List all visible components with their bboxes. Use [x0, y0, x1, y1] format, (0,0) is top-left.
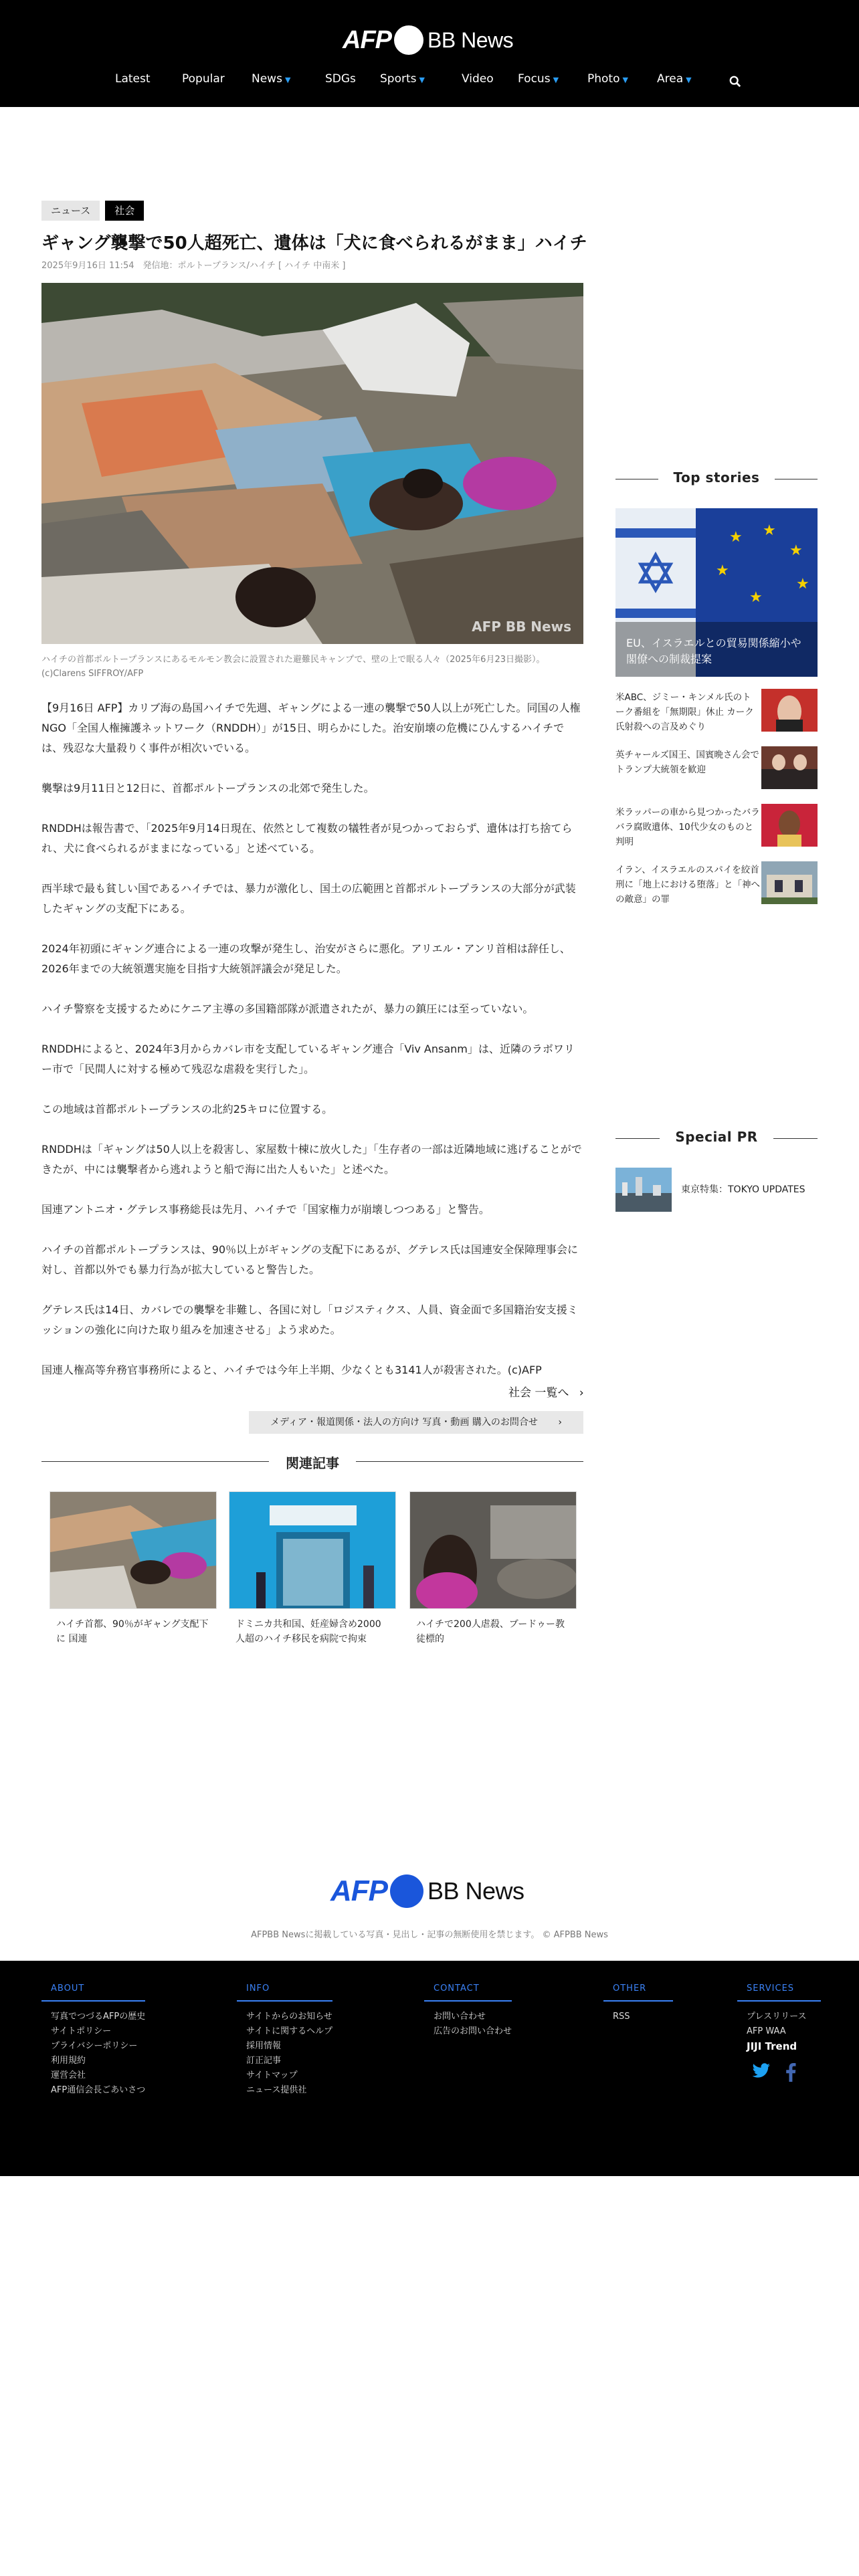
- special-pr-heading-text: Special PR: [675, 1129, 758, 1145]
- related-thumbnail: [229, 1491, 396, 1609]
- footer-link[interactable]: 訂正記事: [246, 2056, 282, 2066]
- footer-column-heading: INFO: [237, 1983, 332, 2002]
- special-pr-title: 東京特集：TOKYO UPDATES: [681, 1184, 805, 1195]
- nav-label: Area: [657, 72, 684, 86]
- top-story-feature[interactable]: [615, 508, 818, 677]
- logo-bb-text: BB News: [427, 27, 514, 52]
- media-contact-label: メディア・報道関係・法人の方向け 写真・動画 購入のお問合せ: [270, 1417, 538, 1428]
- article-paragraph: ハイチの首都ポルトープランスは、90％以上がギャングの支配下にあるが、グテレス氏は国連安全保障理事会に対し、首都以外でも暴力行為が拡大していると警告した。: [41, 1243, 578, 1276]
- main-nav: [0, 72, 859, 92]
- footer-link[interactable]: 運営会社: [51, 2070, 86, 2080]
- photo-caption: ハイチの首都ポルトープランスにあるモルモン教会に設置された避難民キャンプで、壁の上で眠る人々（2025年6月23日撮影）。(c)Clarens SIFFROY/AFP: [41, 655, 545, 679]
- footer-column-other: [603, 1983, 673, 2024]
- related-title: ハイチで200人虐殺、ブードゥー教徒標的: [416, 1619, 565, 1644]
- heading-rule: [773, 1138, 818, 1139]
- top-stories-heading: [615, 469, 818, 490]
- svg-text:★: ★: [796, 576, 809, 593]
- related-thumbnail: [50, 1491, 217, 1609]
- top-stories-heading-text: Top stories: [673, 469, 760, 486]
- svg-text:★: ★: [763, 522, 776, 539]
- footer-link[interactable]: AFP WAA: [747, 2026, 786, 2036]
- footer-column-info: [237, 1983, 332, 2098]
- chevron-down-icon: ▼: [553, 76, 559, 84]
- chevron-right-icon: ›: [558, 1417, 562, 1428]
- tag-society[interactable]: 社会: [105, 201, 144, 221]
- nav-item-area[interactable]: [657, 72, 692, 86]
- related-heading-text: 関連記事: [286, 1455, 339, 1471]
- footer-link[interactable]: サイトマップ: [246, 2070, 298, 2080]
- article-tags: [41, 201, 144, 221]
- nav-label: News: [252, 72, 282, 86]
- footer-link[interactable]: サイトからのお知らせ: [246, 2012, 332, 2022]
- nav-label: Photo: [587, 72, 620, 86]
- footer-column-heading: OTHER: [603, 1983, 673, 2002]
- photo-watermark: AFP BB News: [472, 619, 571, 635]
- footer-column-contact: [424, 1983, 512, 2039]
- tag-news[interactable]: ニュース: [41, 201, 100, 221]
- footer-link[interactable]: ニュース提供社: [246, 2085, 307, 2095]
- related-thumbnail: [409, 1491, 577, 1609]
- side-story-thumbnail: [761, 804, 818, 847]
- site-header: [0, 0, 859, 107]
- article-paragraph: 西半球で最も貧しい国であるハイチでは、暴力が激化し、国土の広範囲と首都ポルトープランスの大部分が武装したギャングの支配下にある。: [41, 882, 576, 915]
- footer-link[interactable]: サイトポリシー: [51, 2026, 112, 2036]
- svg-text:★: ★: [729, 529, 743, 546]
- footer-link[interactable]: サイトに関するヘルプ: [246, 2026, 333, 2036]
- special-pr-item[interactable]: [615, 1168, 818, 1212]
- chevron-down-icon: ▼: [622, 76, 628, 84]
- article-paragraph: ハイチ警察を支援するためにケニア主導の多国籍部隊が派遣されたが、暴力の鎮圧には至っていない。: [41, 1002, 534, 1015]
- related-card[interactable]: [409, 1491, 577, 1646]
- footer-column-heading: ABOUT: [41, 1983, 145, 2002]
- footer-link[interactable]: 写真でつづるAFPの歴史: [51, 2012, 146, 2022]
- side-story-title: 米ラッパーの車から見つかったバラバラ腐敗遺体、10代少女のものと判明: [615, 807, 760, 847]
- nav-item-sports[interactable]: [380, 72, 425, 86]
- footer-link[interactable]: お問い合わせ: [434, 2012, 486, 2022]
- footer-link[interactable]: 広告のお問い合わせ: [434, 2026, 512, 2036]
- article-body: [41, 698, 583, 1400]
- related-card[interactable]: [229, 1491, 396, 1646]
- nav-label: Focus: [518, 72, 551, 86]
- nav-item-photo[interactable]: [587, 72, 628, 86]
- article-paragraph: 国連アントニオ・グテレス事務総長は先月、ハイチで「国家権力が崩壊しつつある」と警告。: [41, 1203, 490, 1216]
- nav-item-focus[interactable]: [518, 72, 559, 86]
- footer-link[interactable]: RSS: [613, 2012, 630, 2022]
- search-icon[interactable]: [729, 76, 741, 88]
- chevron-right-icon: ›: [579, 1386, 584, 1400]
- side-story-item[interactable]: [615, 804, 818, 847]
- heading-rule: [356, 1461, 583, 1462]
- logo-afp-text: AFP: [343, 25, 391, 54]
- article-paragraph: グテレス氏は14日、カバレでの襲撃を非難し、各国に対し「ロジスティクス、人員、資金面で多国籍治安支援ミッションの強化に向けた取り組みを加速させる」よう求めた。: [41, 1303, 578, 1336]
- nav-item-sdgs[interactable]: [325, 72, 356, 86]
- chevron-down-icon: ▼: [686, 76, 692, 84]
- article-paragraph: 【9月16日 AFP】カリブ海の島国ハイチで先週、ギャングによる一連の襲撃で50人以上が死亡した。同国の人権NGO「全国人権擁護ネットワーク（RNDDH）」が15日、明らかにした。治安崩壊の危機にひんするハイチでは、残忍な大量殺りく事件が相次いでいる。: [41, 702, 581, 754]
- footer-column-about: [41, 1983, 145, 2098]
- footer-logo[interactable]: [330, 1872, 524, 1910]
- side-story-item[interactable]: [615, 689, 818, 732]
- footer-column-services: [737, 1983, 821, 2082]
- social-links: [737, 2063, 821, 2082]
- nav-item-latest[interactable]: [115, 72, 151, 86]
- nav-label: SDGs: [325, 72, 356, 86]
- article-paragraph: RNDDHは報告書で、「2025年9月14日現在、依然として複数の犠牲者が見つかっておらず、遺体は打ち捨てられ、犬に食べられるがままになっている」と述べている。: [41, 822, 573, 855]
- footer-logo-afp: AFP: [330, 1874, 387, 1907]
- nav-item-news[interactable]: [252, 72, 290, 86]
- article-photo[interactable]: [41, 283, 583, 644]
- footer-links-area: [0, 1961, 859, 2176]
- nav-label: Video: [462, 72, 494, 86]
- article-title: ギャング襲撃で50人超死亡、遺体は「犬に食べられるがまま」ハイチ: [41, 233, 587, 253]
- article-paragraph: RNDDHによると、2024年3月からカバレ市を支配しているギャング連合「Viv Ansanm」は、近隣のラボワリー市で「民間人に対する極めて残忍な虐殺を実行した」。: [41, 1043, 575, 1075]
- side-story-title: イラン、イスラエルのスパイを絞首刑に「地上における堕落」と「神への敵意」の罪: [615, 865, 760, 905]
- chevron-down-icon: ▼: [284, 76, 291, 84]
- side-story-item[interactable]: [615, 746, 818, 789]
- related-card[interactable]: [50, 1491, 217, 1646]
- twitter-icon[interactable]: [752, 2063, 771, 2079]
- related-heading: [41, 1451, 583, 1471]
- side-story-title: 英チャールズ国王、国賓晩さん会でトランプ大統領を歓迎: [615, 750, 759, 775]
- side-story-item[interactable]: [615, 861, 818, 904]
- svg-text:★: ★: [716, 562, 729, 579]
- related-title: ドミニカ共和国、妊産婦含め2000人超のハイチ移民を病院で拘束: [235, 1619, 381, 1644]
- category-list-label: 社会 一覧へ: [508, 1386, 569, 1400]
- footer-link[interactable]: プライバシーポリシー: [51, 2041, 138, 2051]
- footer-link[interactable]: AFP通信会長ごあいさつ: [51, 2085, 146, 2095]
- top-story-title: EU、イスラエルとの貿易関係縮小や閣僚への制裁提案: [626, 637, 801, 665]
- chevron-down-icon: ▼: [419, 76, 425, 84]
- footer-logo-bb: BB News: [427, 1877, 524, 1905]
- article-paragraph: この地域は首都ポルトープランスの北約25キロに位置する。: [41, 1103, 333, 1115]
- facebook-icon[interactable]: [785, 2063, 796, 2082]
- logo-dot: [394, 25, 423, 55]
- footer-link[interactable]: プレスリリース: [747, 2012, 807, 2022]
- article-photo-image: [41, 283, 583, 644]
- nav-label: Latest: [115, 72, 151, 86]
- media-contact-bar[interactable]: [249, 1411, 583, 1434]
- footer-column-heading: CONTACT: [424, 1983, 512, 2002]
- article-paragraph: 襲撃は9月11日と12日に、首都ポルトープランスの北郊で発生した。: [41, 782, 375, 794]
- footer-link[interactable]: JIJI Trend: [747, 2040, 797, 2052]
- svg-text:★: ★: [749, 589, 763, 606]
- side-story-thumbnail: [761, 689, 818, 732]
- side-story-title: 米ABC、ジミー・キンメル氏のトーク番組を「無期限」休止 カーク氏射殺への言及めぐり: [615, 692, 754, 732]
- nav-label: Sports: [380, 72, 417, 86]
- special-pr-heading: [615, 1129, 818, 1149]
- category-list-link[interactable]: [508, 1383, 584, 1400]
- special-pr-thumbnail: [615, 1168, 672, 1212]
- article-paragraph: RNDDHは「ギャングは50人以上を殺害し、家屋数十棟に放火した」「生存者の一部は近隣地域に逃げることができたが、中には襲撃者から逃れようと船で海に出た人もいた」と述べた。: [41, 1143, 582, 1176]
- svg-text:★: ★: [789, 542, 803, 559]
- nav-item-popular[interactable]: [182, 72, 225, 86]
- related-title: ハイチ首都、90％がギャング支配下に 国連: [56, 1619, 209, 1644]
- footer-link[interactable]: 採用情報: [246, 2041, 282, 2051]
- site-logo[interactable]: [343, 24, 513, 56]
- nav-item-video[interactable]: [462, 72, 494, 86]
- footer-link[interactable]: 利用規約: [51, 2056, 86, 2066]
- side-story-thumbnail: [761, 746, 818, 789]
- nav-label: Popular: [182, 72, 225, 86]
- side-story-thumbnail: [761, 861, 818, 904]
- article-paragraph: 2024年初頭にギャング連合による一連の攻撃が発生し、治安がさらに悪化。アリエル・アンリ首相は辞任し、2026年までの大統領選実施を目指す大統領評議会が発足した。: [41, 942, 571, 975]
- footer-column-heading: SERVICES: [737, 1983, 821, 2002]
- article-meta: 2025年9月16日 11:54 発信地：ポルトープランス/ハイチ [ ハイチ 中南米 ]: [41, 261, 346, 271]
- copyright-note: AFPBB Newsに掲載している写真・見出し・記事の無断使用を禁じます。 © AFPBB News: [251, 1930, 608, 1940]
- footer-logo-dot: [390, 1874, 423, 1908]
- article-paragraph: 国連人権高等弁務官事務所によると、ハイチでは今年上半期、少なくとも3141人が殺害された。(c)AFP: [41, 1364, 542, 1376]
